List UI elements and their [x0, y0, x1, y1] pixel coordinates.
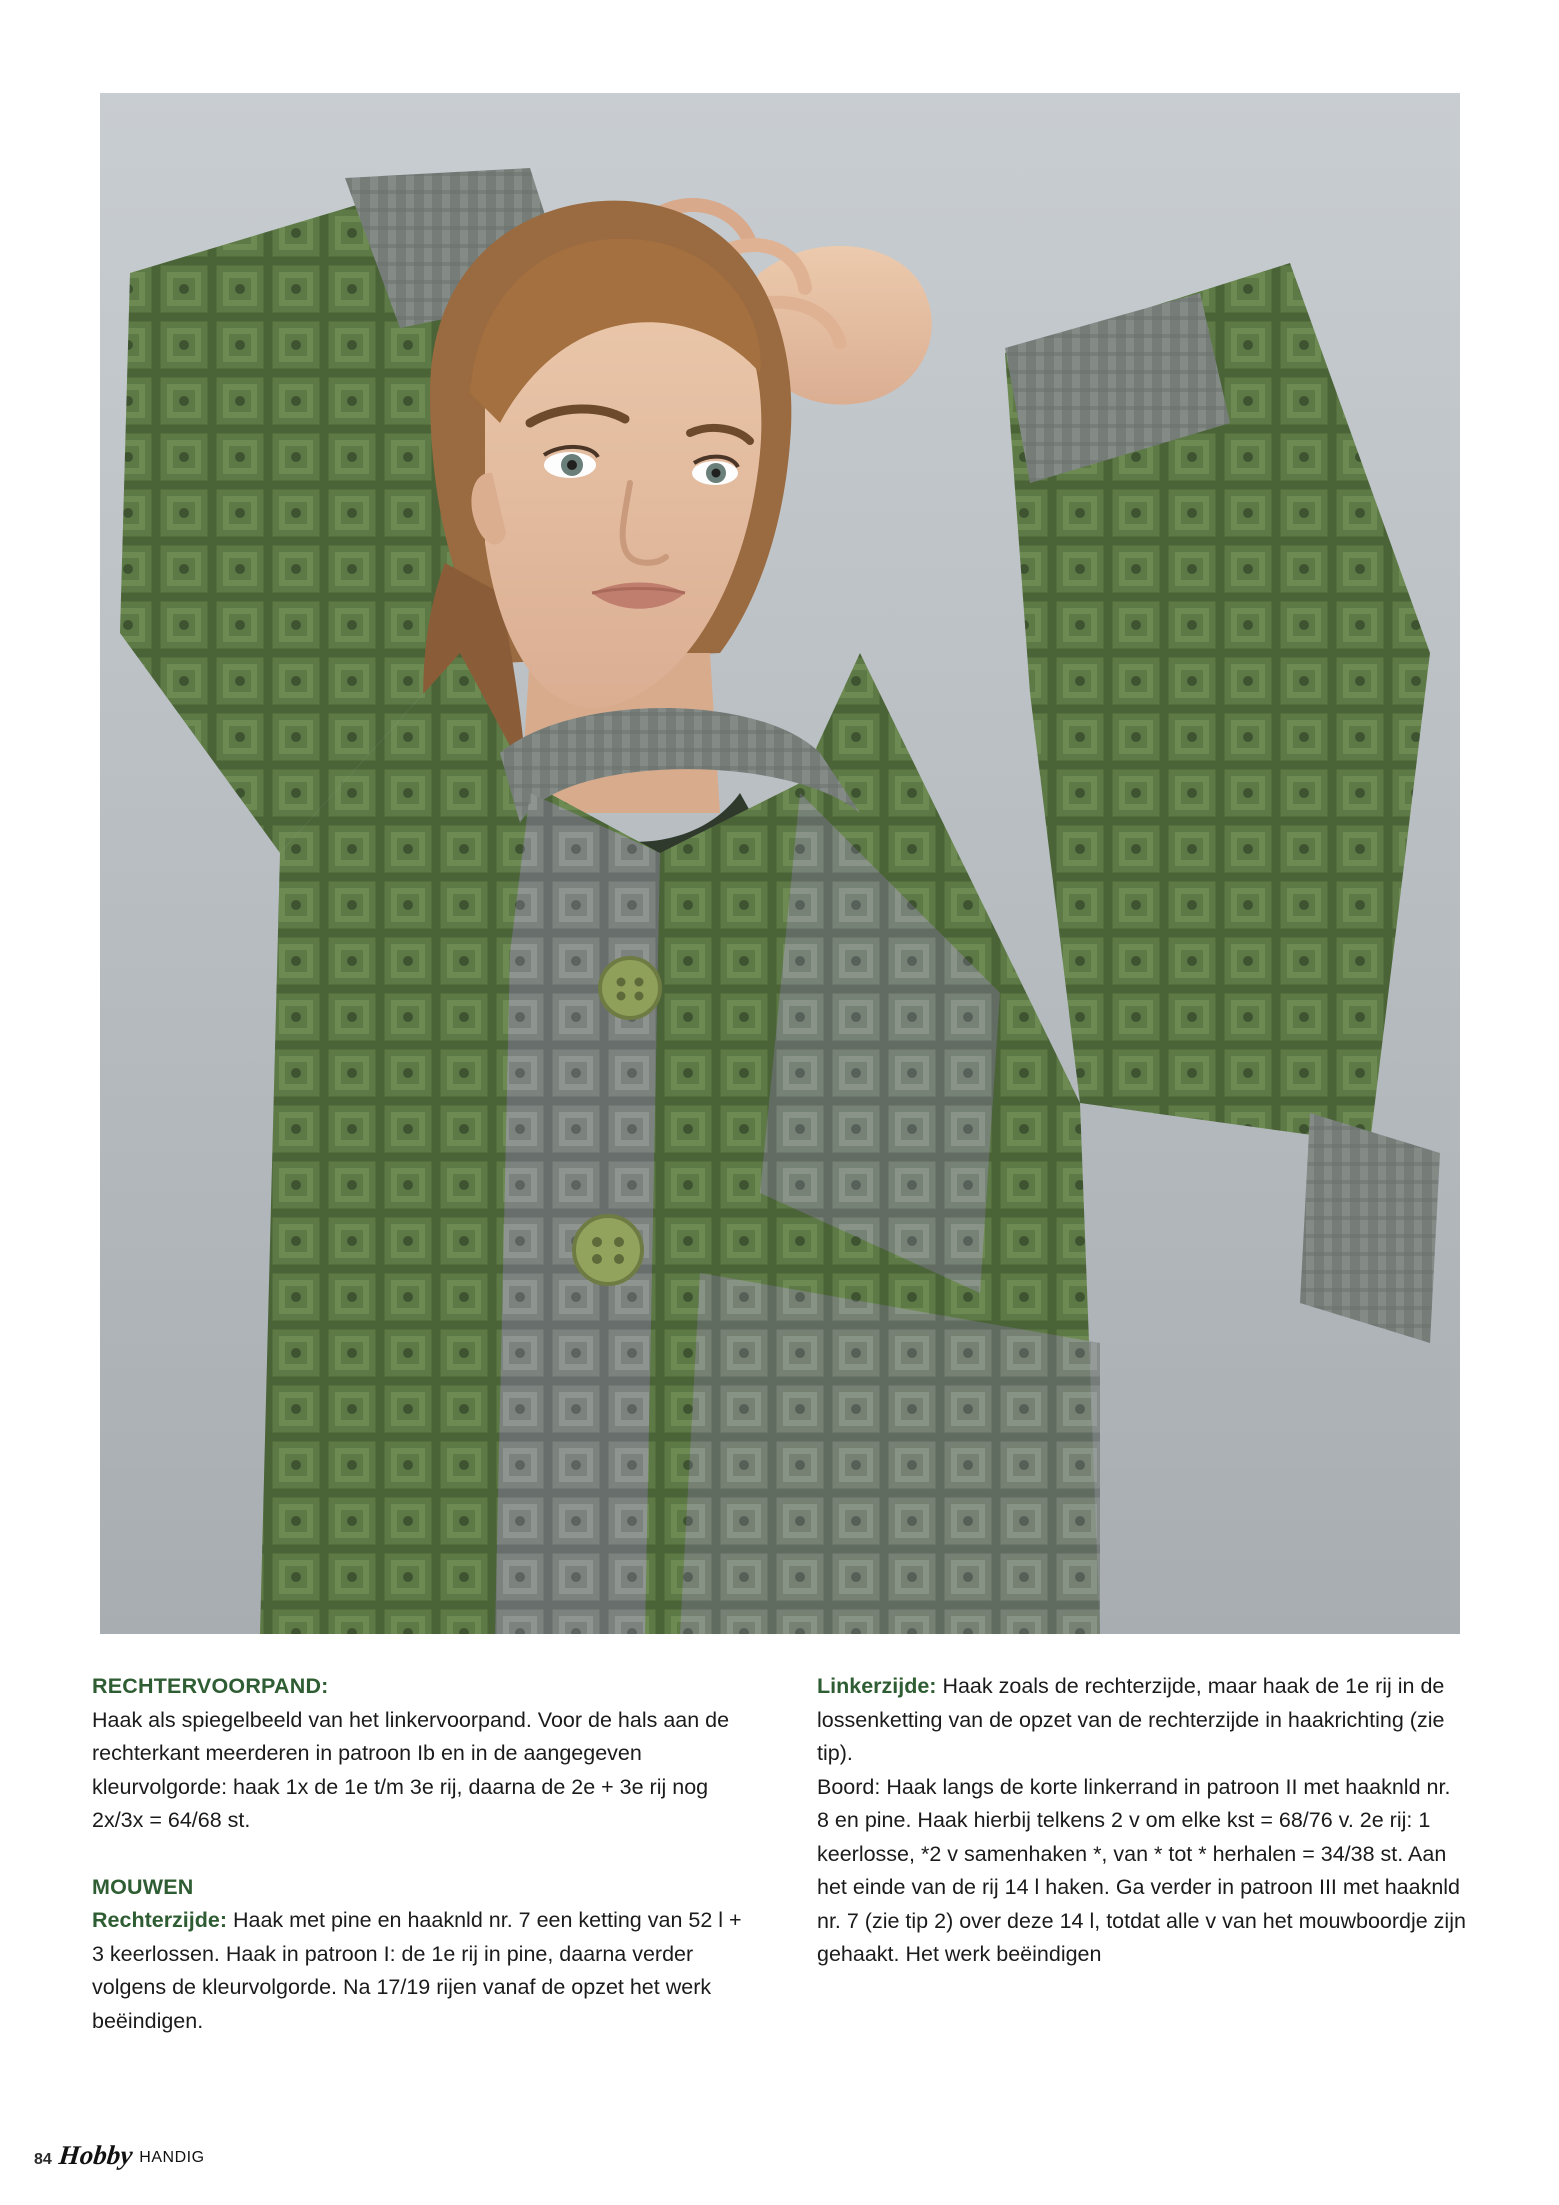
- paragraph-linkerzijde: [817, 1670, 1467, 1771]
- heading-text: MOUWEN: [92, 1874, 194, 1899]
- heading-text: RECHTERVOORPAND:: [92, 1674, 329, 1698]
- section-heading-mouwen: [92, 1871, 742, 1905]
- article-photo: [100, 93, 1460, 1634]
- article-body: [92, 1670, 1467, 2038]
- subheading-rechterzijde: Rechterzijde:: [92, 1908, 228, 1932]
- page-number: 84: [34, 2151, 52, 2168]
- paragraph-text: Haak zoals de rechterzijde, maar haak de 1e rij in de lossenketting van de opzet van de rechterzijde in haakrichting (zie tip).: [817, 1674, 1445, 1765]
- paragraph-rechtervoorpand: Haak als spiegelbeeld van het linkervoorpand. Voor de hals aan de rechterkant meerderen in patroon Ib en in de aangegeven kleurvolgorde: haak 1x de 1e t/m 3e rij, daarna de 2e + 3e rij nog 2x/3x = 64/68 st.: [92, 1707, 730, 1832]
- paragraph-rechterzijde: [92, 1904, 742, 2038]
- magazine-logo-hobby: Hobby: [57, 2140, 134, 2170]
- paragraph-spacer: [92, 1838, 742, 1871]
- magazine-logo-handig: HANDIG: [139, 2149, 205, 2166]
- subheading-linkerzijde: Linkerzijde:: [817, 1674, 937, 1698]
- photo-illustration: [100, 93, 1460, 1634]
- text-column-right: [817, 1670, 1467, 2038]
- section-heading-rechtervoorpand: [92, 1670, 742, 1704]
- text-column-left: [92, 1670, 742, 2038]
- paragraph-text: Haak met pine en haaknld nr. 7 een ketting van 52 l + 3 keerlossen. Haak in patroon I: de 1e rij in pine, daarna verder volgens de kleurvolgorde. Na 17/19 rijen vanaf de opzet het werk beëindigen.: [92, 1908, 742, 2033]
- page-footer: [34, 2142, 205, 2169]
- paragraph-boord: Boord: Haak langs de korte linkerrand in patroon II met haaknld nr. 8 en pine. Haak hierbij telkens 2 v om elke kst = 68/76 v. 2e rij: 1 keerlosse, *2 v samenhaken *, van * tot * herhalen = 34/38 st. Aan het einde van de rij 14 l haken. Ga verder in patroon III met haaknld nr. 7 (zie tip 2) over deze 14 l, totdat alle v van het mouwboordje zijn gehaakt. Het werk beëindigen: [817, 1774, 1466, 1966]
